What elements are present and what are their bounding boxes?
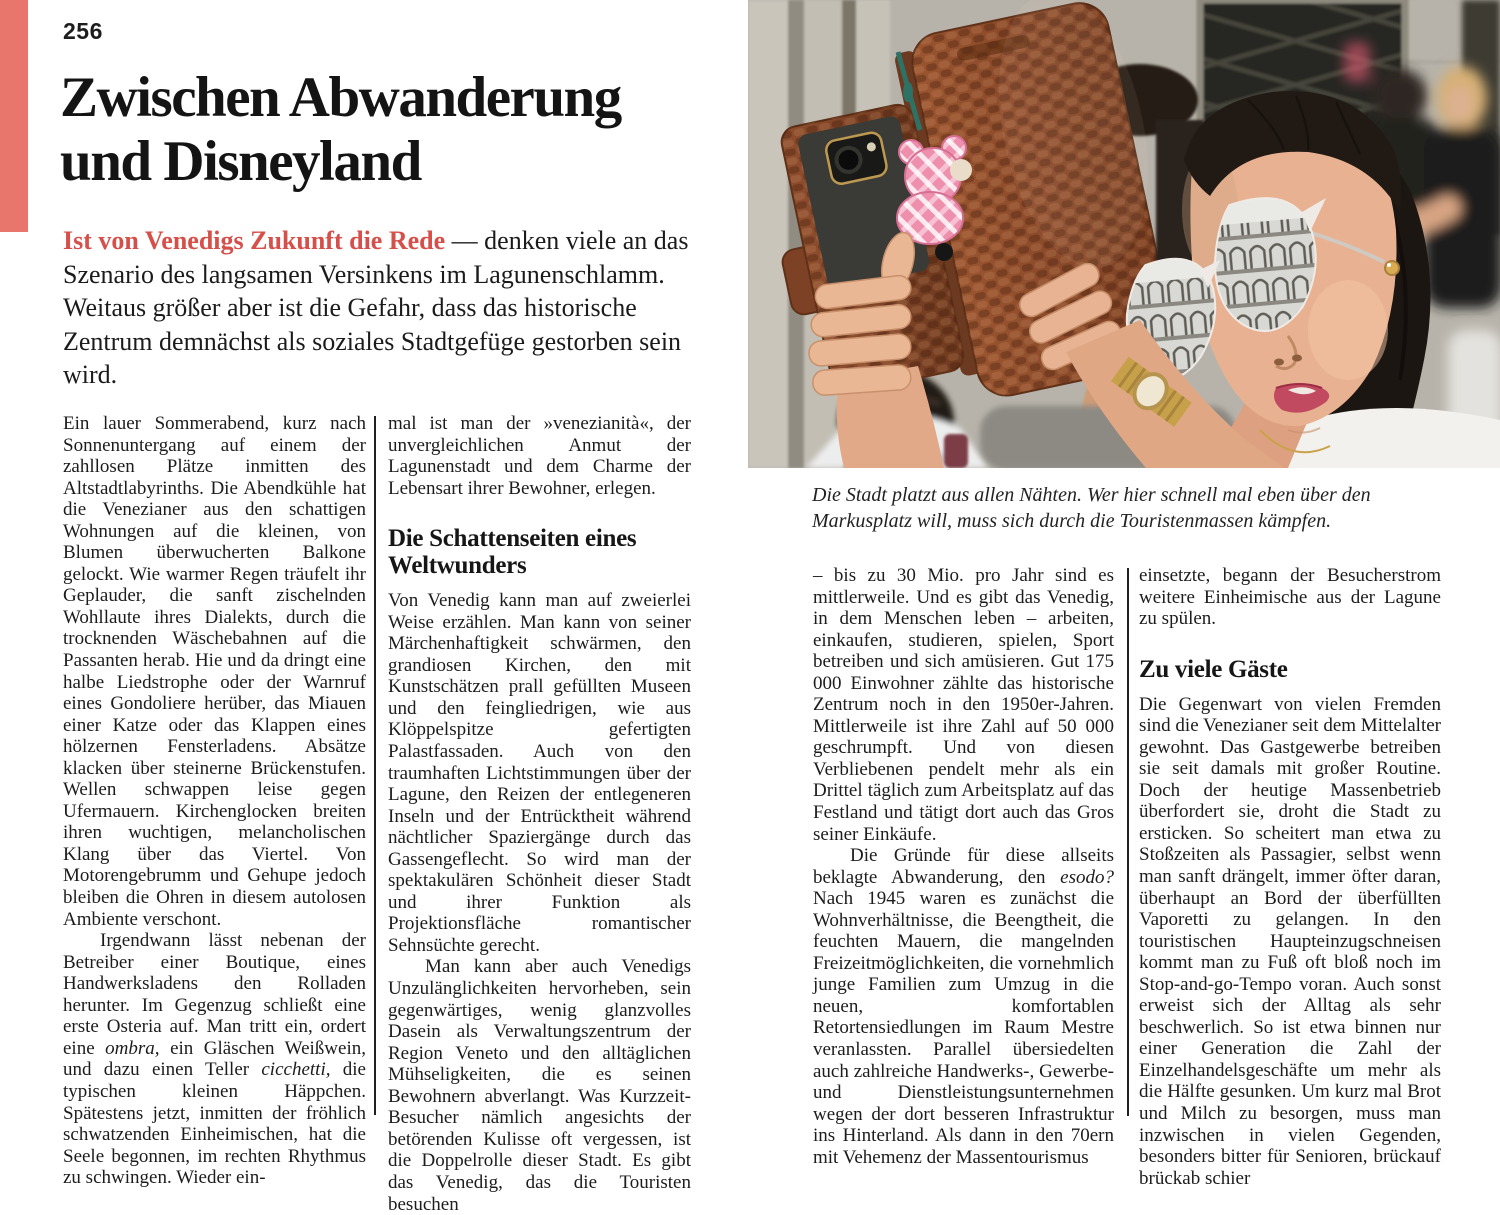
- page-title-line1: Zwischen Abwanderung: [60, 66, 621, 129]
- column-divider-2: [1127, 568, 1129, 1116]
- col4-paragraph-1: Die Gegenwart von vielen Fremden sind die Venezianer seit dem Mittelalter gewohnt. Das Gastgewerbe betreiben sie seit damals mit großer Routine. Doch der heutige Massenbetrieb überfordert sie, droht die Stadt zu ersticken. So scheitert man etwa zu Stoßzeiten als Passagier, selbst wenn man sanft drängelt, immer öfter daran, überhaupt an Bord der überfüllten Vaporetti zu gelangen. In den touristischen Haupteinzugschneisen kommt man zu Fuß oft bloß noch im Stop-and-go-Tempo voran. Auch sonst erweist sich der Alltag als sehr beschwerlich. So ist etwa binnen nur einer Generation die Zahl der Einzelhandelsgeschäfte um mehr als die Hälfte gesunken. Um kurz mal Brot und Milch zu besorgen, muss man inzwischen in vielen Gegenden, besonders bitter für Senioren, brückauf brückab schier: [1139, 693, 1441, 1189]
- page-number: 256: [63, 18, 103, 44]
- col4-paragraph-0: einsetzte, begann der Besucherstrom weitere Einheimische aus der Lagune zu spülen.: [1139, 565, 1441, 630]
- column-2: [388, 413, 691, 1215]
- photo-illustration: [748, 0, 1500, 468]
- col3-p1-italic-esodo: esodo?: [1060, 866, 1114, 888]
- lead-highlight: Ist von Venedigs Zukunft die Rede: [63, 226, 446, 255]
- col1-p2-text2: ein Gläschen Weißwein, und dazu einen Teller: [63, 1037, 366, 1081]
- column-3: [813, 565, 1114, 1168]
- page-title-line2: und Disneyland: [60, 130, 421, 193]
- photo-caption: Die Stadt platzt aus allen Nähten. Wer hier schnell mal eben über den Markusplatz will, muss sich durch die Touristenmassen kämpfen.: [812, 484, 1371, 532]
- col2-paragraph-1: Von Venedig kann man auf zweierlei Weise erzählen. Man kann von seiner Märchenhaftigkeit schwärmen, den grandiosen Kirchen, den mit Kunstschätzen prall gefüllten Museen und den feingliedrigen, wie aus Klöppelspitze gefertigten Palastfassaden. Auch von den traumhaften Lichtstimmungen über der Lagune, den Reizen der entlegeneren Inseln und der Entrücktheit während nächtlicher Spaziergänge durch das Gassengeflecht. So wird man der spektakulären Schönheit dieser Stadt und ihrer Funktion als Projektionsfläche romantischer Sehnsüchte gerecht.: [388, 590, 691, 956]
- col1-p2-text: Irgendwann lässt nebenan der Betreiber einer Boutique, eines Handwerksladens den Rolladen herunter. Im Gegenzug schließt eine erste Osteria auf. Man tritt ein, ordert eine: [63, 930, 366, 1059]
- col1-p2-italic-cicchetti: cicchetti,: [261, 1059, 331, 1081]
- col1-paragraph-2: [63, 930, 366, 1189]
- page-title: [60, 66, 760, 194]
- column-4: [1139, 565, 1441, 1189]
- col3-p1-text2: Nach 1945 waren es zunächst die Wohnverhältnisse, die Beengtheit, die feuchten Mauern, die mangelnden Freizeitmöglichkeiten, die vornehmlich junge Familien zum Umzug in die neuen, komfortablen Retortensiedlungen im Raum Mestre veranlassten. Parallel übersiedelten auch zahlreiche Handwerks-, Gewerbe- und Dienstleistungsunternehmen wegen der dort besseren Infrastruktur ins Hinterland. Als dann in den 70ern mit Vehemenz der Massentourismus: [813, 888, 1114, 1168]
- column-1: [63, 413, 366, 1189]
- col1-p2-italic-ombra: ombra,: [105, 1037, 160, 1059]
- col1-p2-text3: die typischen kleinen Häppchen. Spätestens jetzt, inmitten der fröhlich schwatzenden Einheimischen, hat die Seele begonnen, im rechten Rhythmus zu schwingen. Wieder ein-: [63, 1059, 366, 1189]
- subhead-schattenseiten: Die Schattenseiten eines Weltwunders: [388, 525, 637, 580]
- column-divider-1: [374, 416, 376, 1115]
- lead-paragraph: [63, 224, 723, 392]
- col1-paragraph-1: Ein lauer Sommerabend, kurz nach Sonnenuntergang auf einem der zahllosen Plätze inmitten des Altstadtlabyrinths. Die Abendkühle hat die Venezianer aus den schattigen Wohnungen auf die kleinen, von Blumen überwucherten Balkone gelockt. Wie warmer Regen träufelt ihr Geplauder, die sanft zischelnden Wohllaute ihres Dialekts, durch die trocknenden Wäschebahnen auf die Passanten herab. Hie und da dringt eine halbe Liedstrophe oder der Warnruf eines Gondoliere herüber, das Miauen einer Katze oder das Klappen eines hölzernen Fensterladens. Absätze klacken über steinerne Brückenstufen. Wellen schwappen leise gegen Ufermauern. Kirchenglocken breiten ihren wuchtigen, melancholischen Klang über das Viertel. Von Motorengebrumm und Gehupe jedoch bleiben die Ohren in diesem autolosen Ambiente verschont.: [63, 413, 366, 930]
- col2-paragraph-2: Man kann aber auch Venedigs Unzulänglichkeiten hervorheben, sein gegenwärtiges, wenig glanzvolles Dasein als Verwaltungszentrum der Region Veneto und den alltäglichen Mühseligkeiten, die es seinen Bewohnern abverlangt. Was Kurzzeit-Besucher nämlich angesichts der betörenden Kulisse oft vergessen, ist die Doppelrolle dieser Stadt. Es gibt das Venedig, das die Touristen besuchen: [388, 956, 691, 1215]
- photo-earring: [1385, 261, 1399, 275]
- col3-paragraph-0: – bis zu 30 Mio. pro Jahr sind es mittlerweile. Und es gibt das Venedig, in dem Menschen leben – arbeiten, einkaufen, studieren, spielen, Sport betreiben und sich amüsieren. Gut 175 000 Einwohner zählte das historische Zentrum noch in den 1950er-Jahren. Mittlerweile ist ihre Zahl auf 50 000 geschrumpft. Und von diesen Verbliebenen pendelt mehr als ein Drittel täglich zum Arbeitsplatz auf das Festland und tätigt dort auch das Gros seiner Einkäufe.: [813, 565, 1114, 845]
- photo-tourist-selfie: [748, 0, 1500, 468]
- subhead-zu-viele-gaeste: Zu viele Gäste: [1139, 655, 1288, 683]
- accent-bar: [0, 0, 28, 232]
- lead-rest: — denken viele an das Szenario des langsamen Versinkens im Lagunenschlamm. Weitaus größer aber ist die Gefahr, dass das historische Zentrum demnächst als soziales Stadtgefüge gestorben sein wird.: [63, 226, 689, 389]
- col3-paragraph-1: [813, 845, 1114, 1168]
- col2-paragraph-0: mal ist man der »venezianità«, der unvergleichlichen Anmut der Lagunenstadt und dem Charme der Lebensart ihrer Bewohner, erlegen.: [388, 413, 691, 499]
- col3-p1-text: Die Gründe für diese allseits beklagte Abwanderung, den: [813, 845, 1114, 888]
